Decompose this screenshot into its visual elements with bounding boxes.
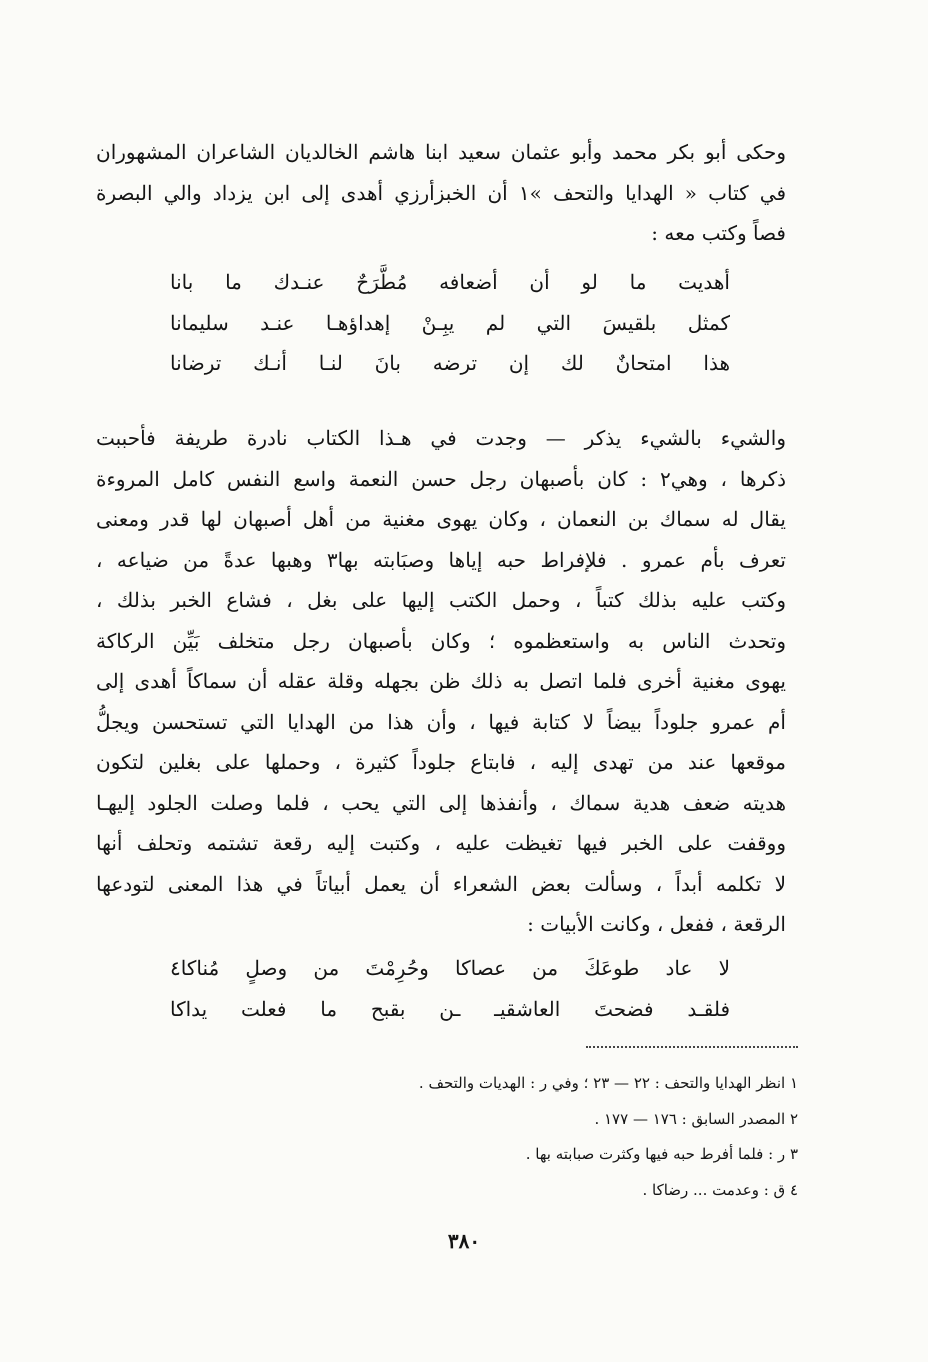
- story-paragraph: [96, 418, 786, 945]
- poem-first: [170, 262, 730, 384]
- page-number: ٣٨٠: [447, 1229, 481, 1253]
- text-line: لا تكلمه أبداً ، وسألت بعض الشعراء أن يعمل أبياتاً في هذا المعنى لتودعها: [96, 871, 786, 896]
- text-line: يقال له سماك بن النعمان ، وكان يهوى مغنية من أهل أصبهان لها قدر ومعنى: [96, 507, 786, 531]
- verse-line: أهديت ما لو أن أضعافه مُطَّرَحٌ عنـدك ما بانا: [170, 270, 730, 294]
- text-line: تعرف بأم عمرو . فلإفراط حبه إياها وصبَابته بها٣ وهبها عدةً من ضياعه ،: [96, 547, 786, 572]
- verse-line: كمثل بلقيسَ التي لم يبِـنْ إهداؤهـا عنـد سليمانا: [170, 310, 730, 335]
- text-line: وتحدث الناس به واستعظموه ؛ وكان بأصبهان رجل متخلف بَيِّن الركاكة: [96, 628, 786, 653]
- text-line: الرقعة ، ففعل ، وكانت الأبيات :: [527, 912, 786, 936]
- text-line: في كتاب « الهدايا والتحف »١ أن الخبزأرزي أهدى إلى ابن يزداد والي البصرة: [96, 180, 786, 205]
- text-line: ذكرها ، وهي٢ : كان بأصبهان رجل حسن النعمة واسع النفس كامل المروءة: [96, 466, 786, 491]
- text-line: والشيء بالشيء يذكر — وجدت في هـذا الكتاب نادرة طريفة فأحببت: [96, 426, 786, 450]
- footnote: ١ انظر الهدايا والتحف : ٢٢ — ٢٣ ؛ وفي ر : الهديات والتحف .: [418, 1074, 798, 1092]
- text-line: يهوى مغنية أخرى فلما اتصل به ذلك ظن بجهله وقلة عقله أن سماكاً أهدى إلى: [96, 669, 786, 693]
- footnotes: [300, 1066, 798, 1208]
- poem-second: [170, 948, 730, 1029]
- verse-line: هذا امتحانٌ لك إن ترضه بانَ لنـا أنـك ترضانا: [170, 351, 730, 375]
- footnote: ٢ المصدر السابق : ١٧٦ — ١٧٧ .: [594, 1109, 798, 1128]
- text-line: وحكى أبو بكر محمد وأبو عثمان سعيد ابنا هاشم الخالديان الشاعران المشهوران: [96, 140, 786, 164]
- verse-line: فلقـد فضحتَ العاشقيـ ـن بقبح ما فعلت يداكا: [170, 996, 730, 1021]
- footnote: ٤ ق : وعدمت ... رضاكا .: [642, 1180, 798, 1199]
- text-line: هديته ضعف هدية سماك ، وأنفذها إلى التي يحب ، فلما وصلت الجلود إليهـا: [96, 790, 786, 815]
- verse-line: لا عاد طوعَكَ من عصاكا وحُرِمْتَ من وصلٍ مُناكا٤: [170, 956, 730, 980]
- text-line: ووقفت على الخبر فيها تغيظت عليه ، وكتبت إليه رقعة تشتمه وتحلف أنها: [96, 831, 786, 855]
- text-line: أم عمرو جلوداً بيضاً لا كتابة فيها ، وأن هذا من الهدايا التي تستحسن ويجلُّ: [96, 709, 786, 734]
- text-line: وكتب عليه بذلك كتباً ، وحمل الكتب إليها على بغل ، فشاع الخبر بذلك ،: [96, 588, 786, 612]
- footnote-divider: [586, 1046, 798, 1048]
- intro-paragraph: [96, 132, 786, 254]
- text-line: موقعها عند من تهدى إليه ، فابتاع جلوداً كثيرة ، وحملها على بغلين لتكون: [96, 750, 786, 774]
- footnote: ٣ ر : فلما أفرط حبه فيها وكثرت صبابته بها .: [525, 1145, 798, 1163]
- text-line: فصاً وكتب معه :: [651, 221, 786, 245]
